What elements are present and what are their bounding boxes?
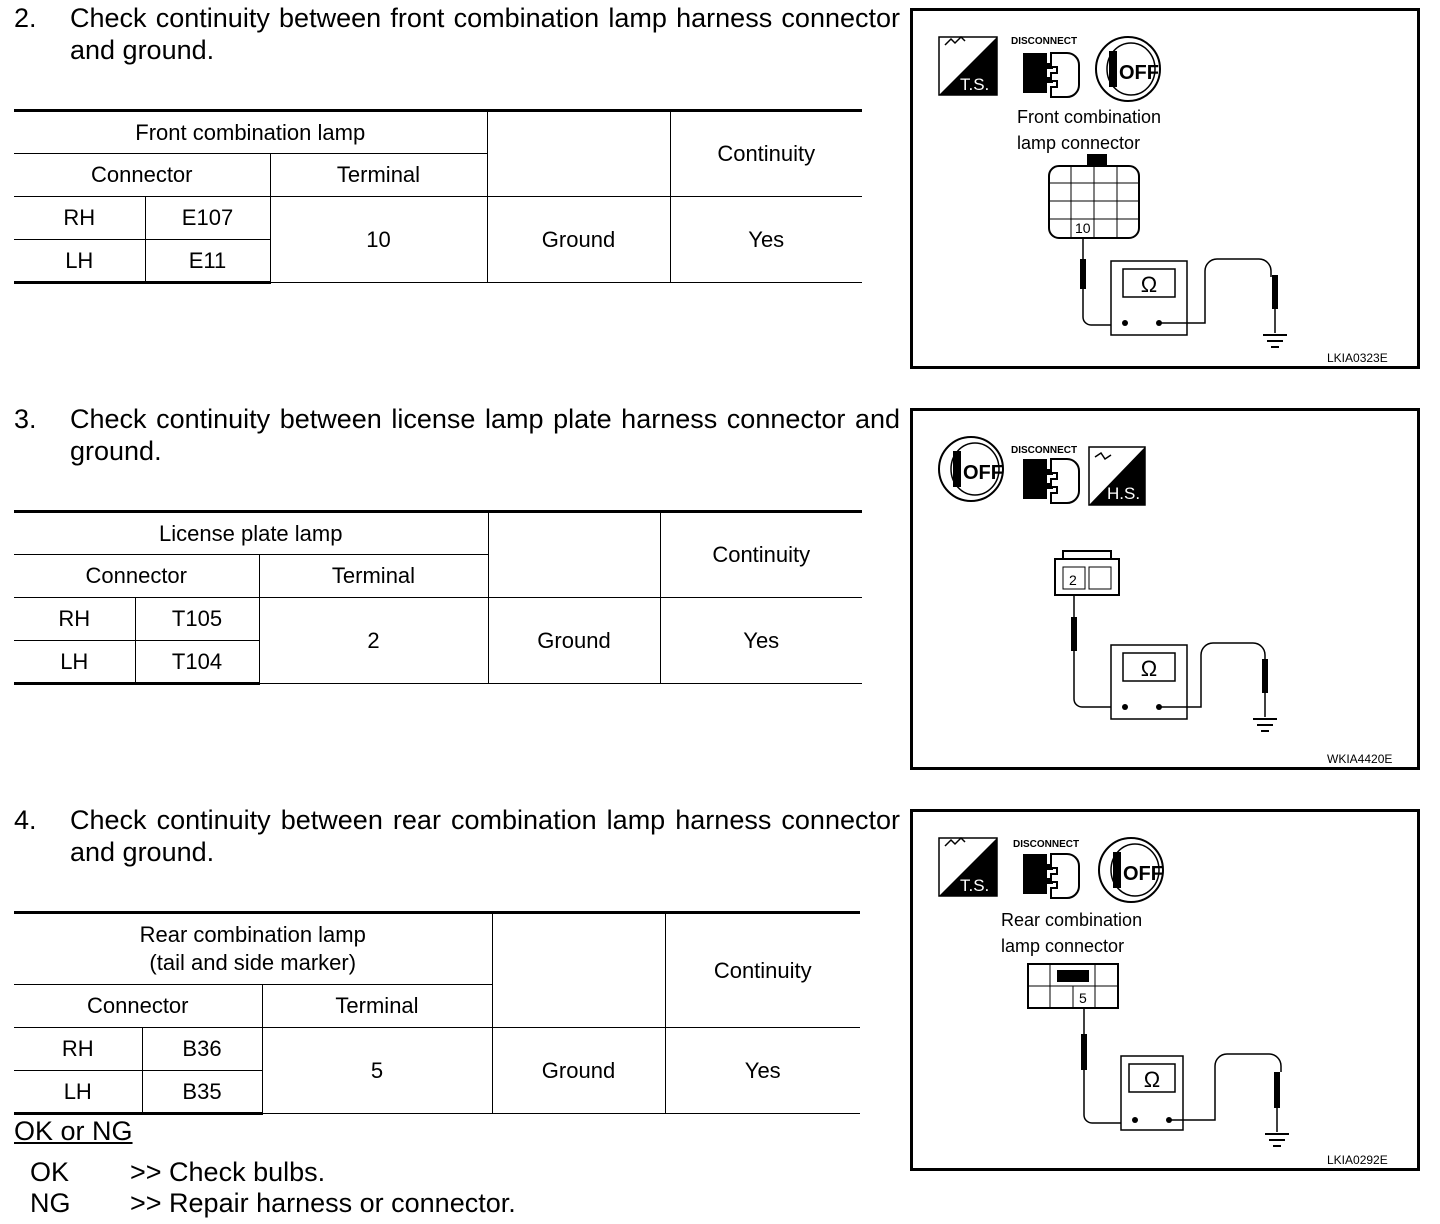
side-cell: RH <box>14 1028 142 1071</box>
step-instruction: Check continuity between rear combination lamp harness connector and ground. <box>70 805 900 867</box>
step-instruction: Check continuity between front combination lamp harness connector and ground. <box>70 3 900 65</box>
connector-drawing <box>1028 964 1118 1008</box>
continuity-table-front <box>14 109 862 284</box>
connector-cell: B35 <box>142 1071 262 1114</box>
terminal-cell: 5 <box>262 1028 492 1114</box>
continuity-header: Continuity <box>660 512 862 598</box>
result-heading: OK or NG <box>14 1116 133 1146</box>
connector-label: Front combination <box>1017 107 1162 127</box>
terminal-header: Terminal <box>262 985 492 1028</box>
group-header-line: (tail and side marker) <box>149 950 357 975</box>
terminal-header: Terminal <box>270 154 487 197</box>
connector-cell: T104 <box>135 641 259 684</box>
connector-drawing <box>1055 551 1119 595</box>
svg-text:H.S.: H.S. <box>1107 484 1141 503</box>
svg-text:DISCONNECT: DISCONNECT <box>1011 36 1078 47</box>
connector-label: Rear combination <box>1001 910 1143 930</box>
svg-text:OFF: OFF <box>963 462 1003 484</box>
connector-cell: E107 <box>145 197 270 240</box>
blank-header <box>487 111 670 197</box>
side-cell: RH <box>14 598 135 641</box>
figure-code: LKIA0323E <box>1327 351 1388 365</box>
continuity-cell: Yes <box>665 1028 860 1114</box>
result-ok <box>30 1157 325 1188</box>
ignition-off-icon <box>1096 37 1160 101</box>
svg-text:T.S.: T.S. <box>960 876 990 895</box>
ts-icon <box>939 37 997 95</box>
continuity-table-license <box>14 510 862 685</box>
figure-rear-combination <box>910 809 1420 1171</box>
result-ng-key: NG <box>30 1188 71 1218</box>
ignition-off-icon <box>1099 838 1163 902</box>
disconnect-icon <box>1011 445 1079 503</box>
connector-drawing <box>1049 154 1139 238</box>
connector-cell: B36 <box>142 1028 262 1071</box>
connector-label: lamp connector <box>1001 936 1125 956</box>
figure-license-plate <box>910 408 1420 770</box>
result-ok-text: >> Check bulbs. <box>130 1157 326 1187</box>
group-header: License plate lamp <box>14 512 488 555</box>
result-ng <box>30 1188 516 1219</box>
connector-label: lamp connector <box>1017 133 1141 153</box>
svg-text:T.S.: T.S. <box>960 75 990 94</box>
svg-text:Ω: Ω <box>1140 272 1158 297</box>
result-ng-text: >> Repair harness or connector. <box>130 1188 516 1218</box>
connector-header: Connector <box>14 154 270 197</box>
side-cell: LH <box>14 641 135 684</box>
group-header-line: Rear combination lamp <box>139 922 366 947</box>
result-ok-key: OK <box>30 1157 70 1187</box>
group-header <box>14 913 492 985</box>
svg-text:DISCONNECT: DISCONNECT <box>1011 445 1078 456</box>
continuity-cell: Yes <box>660 598 862 684</box>
step-number: 3. <box>14 404 37 434</box>
ignition-off-icon <box>939 437 1003 501</box>
ohmmeter <box>1081 1008 1289 1146</box>
ohmmeter <box>1071 595 1277 731</box>
connector-header: Connector <box>14 555 259 598</box>
ground-cell: Ground <box>487 197 670 283</box>
ohmmeter <box>1080 238 1287 347</box>
step-number: 2. <box>14 3 37 33</box>
disconnect-icon <box>1013 839 1079 898</box>
hs-icon <box>1089 447 1145 505</box>
svg-text:OFF: OFF <box>1119 62 1159 84</box>
continuity-header: Continuity <box>665 913 860 1028</box>
side-cell: RH <box>14 197 145 240</box>
svg-text:DISCONNECT: DISCONNECT <box>1013 839 1080 850</box>
continuity-cell: Yes <box>670 197 862 283</box>
terminal-cell: 2 <box>259 598 488 684</box>
svg-text:10: 10 <box>1075 220 1091 236</box>
connector-cell: T105 <box>135 598 259 641</box>
side-cell: LH <box>14 240 145 283</box>
svg-text:OFF: OFF <box>1123 863 1163 885</box>
svg-text:Ω: Ω <box>1143 1067 1161 1092</box>
disconnect-icon <box>1011 36 1079 97</box>
connector-cell: E11 <box>145 240 270 283</box>
continuity-header: Continuity <box>670 111 862 197</box>
group-header: Front combination lamp <box>14 111 487 154</box>
svg-text:Ω: Ω <box>1140 656 1158 681</box>
svg-text:2: 2 <box>1069 572 1077 588</box>
figure-front-combination <box>910 8 1420 369</box>
ts-icon <box>939 838 997 896</box>
figure-code: WKIA4420E <box>1327 752 1393 766</box>
blank-header <box>492 913 665 1028</box>
step-number: 4. <box>14 805 37 835</box>
ground-cell: Ground <box>488 598 660 684</box>
terminal-header: Terminal <box>259 555 488 598</box>
connector-header: Connector <box>14 985 262 1028</box>
ground-cell: Ground <box>492 1028 665 1114</box>
terminal-cell: 10 <box>270 197 487 283</box>
side-cell: LH <box>14 1071 142 1114</box>
figure-code: LKIA0292E <box>1327 1153 1388 1167</box>
svg-text:5: 5 <box>1079 990 1087 1006</box>
step-instruction: Check continuity between license lamp plate harness connector and ground. <box>70 404 900 466</box>
continuity-table-rear <box>14 911 860 1115</box>
blank-header <box>488 512 660 598</box>
